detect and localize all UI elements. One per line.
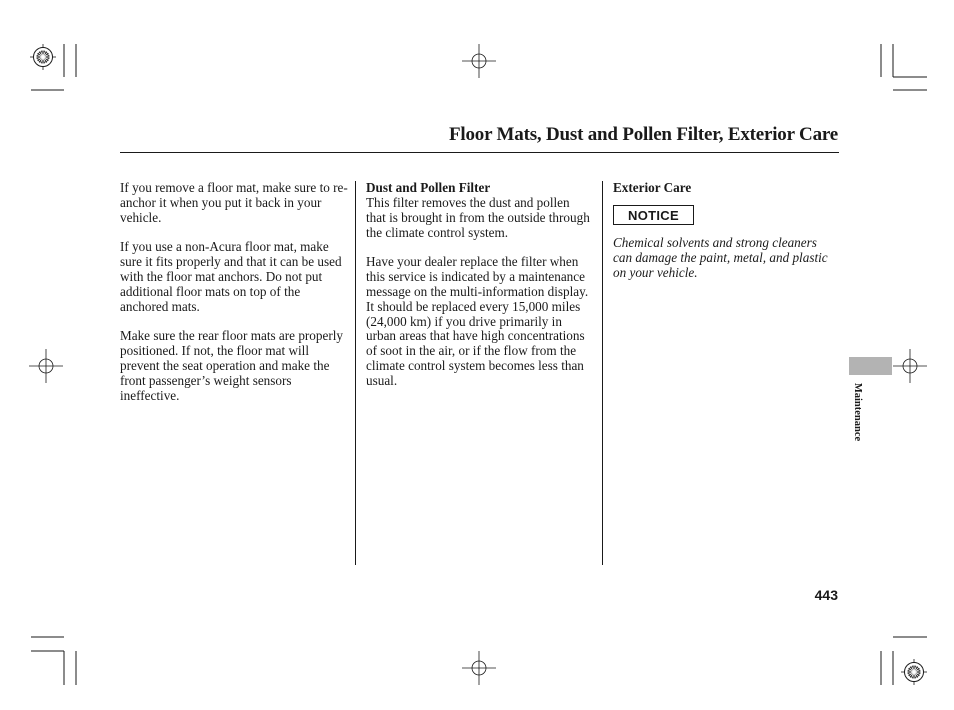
floor-mats-paragraph-1: If you remove a floor mat, make sure to re-anchor it when you put it back in your vehicle. [120,180,348,225]
column-divider-1 [355,181,356,565]
floor-mats-paragraph-2: If you use a non-Acura floor mat, make sure it fits properly and that it can be used with the floor mat anchors. Do not put additional floor mats on top of the anchored mats. [120,239,342,314]
dust-pollen-filter-paragraph-2: Have your dealer replace the filter when this service is indicated by a maintenance message on the multi-information display. It should be replaced every 15,000 miles (24,000 km) if you drive primarily in urban areas that have high concentrations of soot in the air, or if the flow from the climate control system becomes less than usual. [366,254,589,388]
title-rule [120,152,839,153]
column-dust-pollen-filter [366,181,590,404]
column-divider-2 [602,181,603,565]
exterior-care-heading: Exterior Care [613,180,692,195]
page-title: Floor Mats, Dust and Pollen Filter, Exterior Care [449,124,838,145]
floor-mats-paragraph-3: Make sure the rear floor mats are properly positioned. If not, the floor mat will prevent the seat operation and make the front passenger’s weight sensors ineffective. [120,328,343,403]
notice-badge: NOTICE [613,205,694,225]
column-floor-mats [120,181,348,419]
section-tab-label: Maintenance [852,382,863,442]
dust-pollen-filter-paragraph-1: This filter removes the dust and pollen that is brought in from the outside through the climate control system. [366,194,590,240]
page-number: 443 [814,587,838,603]
notice-text: Chemical solvents and strong cleaners can damage the paint, metal, and plastic on your vehicle. [613,234,828,280]
column-exterior-care [613,181,839,295]
dust-pollen-filter-heading: Dust and Pollen Filter [366,180,491,195]
